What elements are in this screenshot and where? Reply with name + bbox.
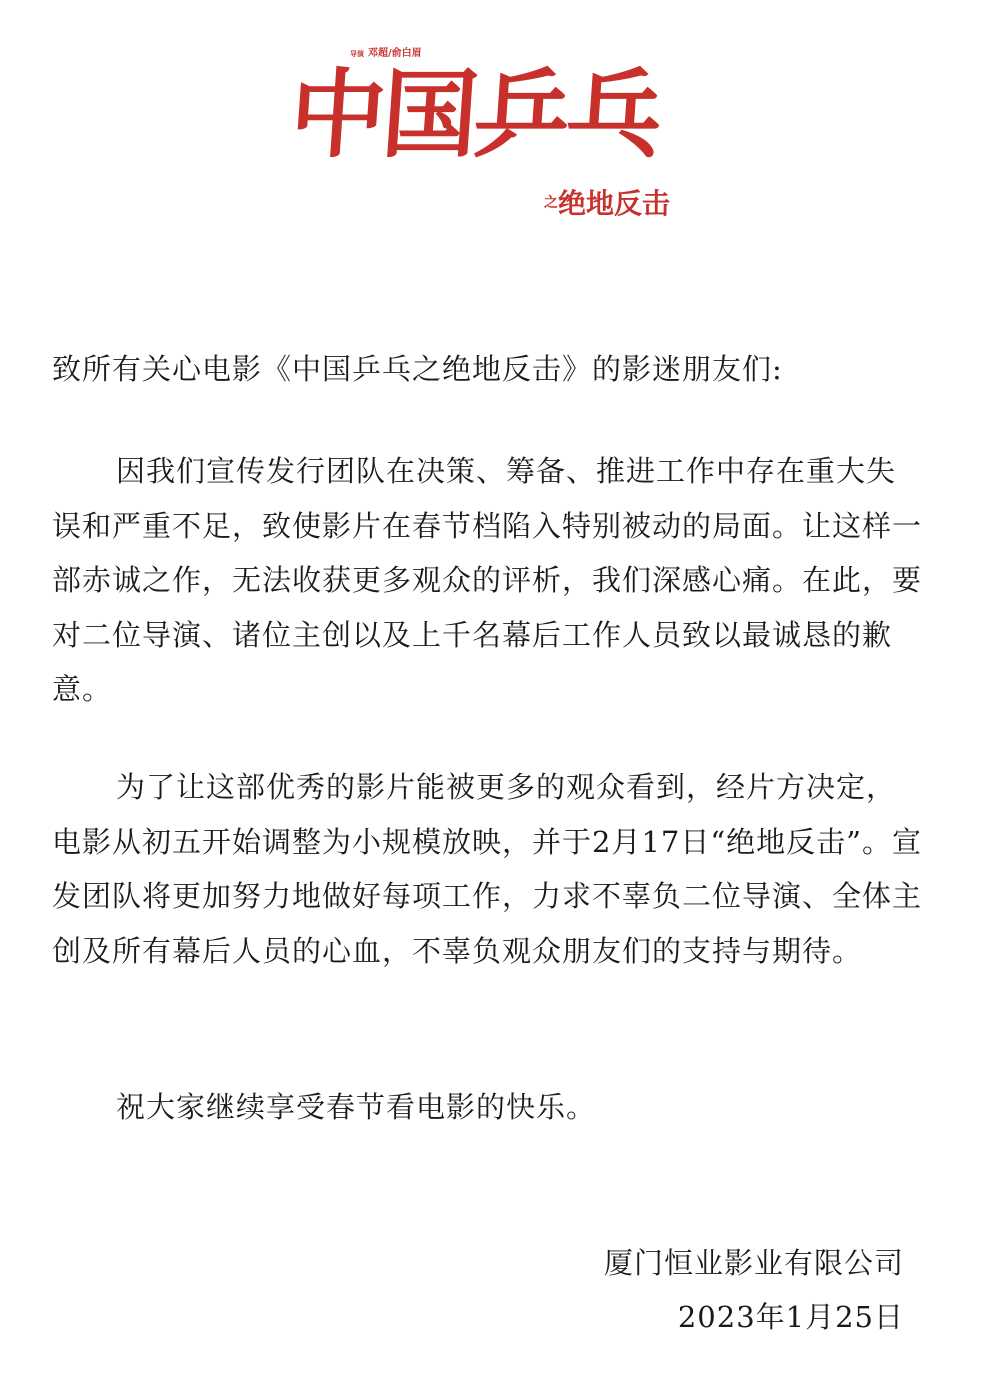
letter-salutation: 致所有关心电影《中国乒乓之绝地反击》的影迷朋友们: xyxy=(52,352,783,386)
letter-paragraph-apology: 因我们宣传发行团队在决策、筹备、推进工作中存在重大失误和严重不足，致使影片在春节档陷入特别被动的局面。让这样一部赤诚之作，无法收获更多观众的评析，我们深感心痛。在此，要对二位导演、诸位主创以及上千名幕后工作人员致以最诚恳的歉意。 xyxy=(52,454,923,706)
signature-date: 2023年1月25日 xyxy=(677,1300,904,1334)
letter-paragraph-screening: 为了让这部优秀的影片能被更多的观众看到，经片方决定，电影从初五开始调整为小规模放映，并于2月17日“绝地反击”。宣发团队将更加努力地做好每项工作，力求不辜负二位导演、全体主创及所有幕后人员的心血，不辜负观众朋友们的支持与期待。 xyxy=(52,770,923,968)
logo-title: 中国乒乓 xyxy=(286,59,662,171)
directors-names: 邓超/俞白眉 xyxy=(368,48,422,59)
signature-company: 厦门恒业影业有限公司 xyxy=(603,1246,904,1280)
letter-closing: 祝大家继续享受春节看电影的快乐。 xyxy=(116,1090,597,1124)
movie-logo xyxy=(286,40,710,220)
directors-credit xyxy=(350,44,422,59)
logo-subtitle xyxy=(544,182,670,222)
directors-prefix: 导演 xyxy=(350,50,364,58)
logo-subtitle-main: 绝地反击 xyxy=(558,187,671,220)
logo-subtitle-connector: 之 xyxy=(544,195,558,211)
